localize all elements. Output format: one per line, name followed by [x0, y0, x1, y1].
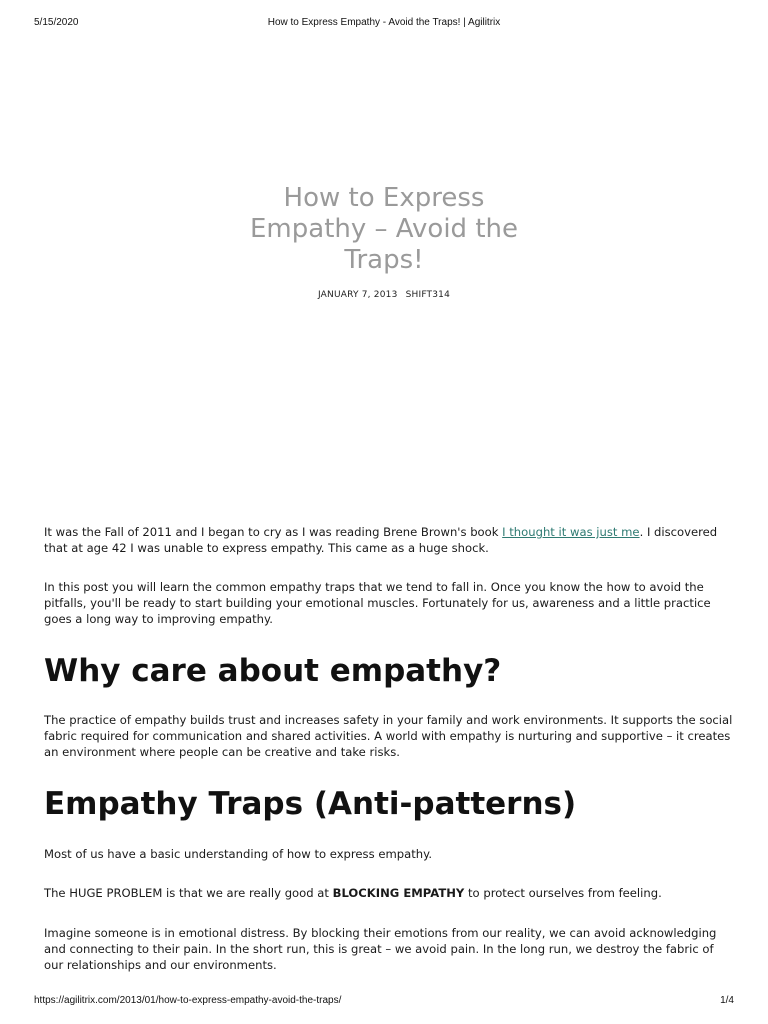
imagine-paragraph: Imagine someone is in emotional distress. By blocking their emotions from our reality, we can avoid acknowledging and connecting to their pain. In the short run, this is great – we avoid pain. In the long run, we destroy the fabric of our relationships and our environments. — [44, 926, 717, 972]
post-title: How to Express Empathy – Avoid the Traps! — [250, 183, 518, 275]
basic-understanding-paragraph: Most of us have a basic understanding of how to express empathy. — [44, 847, 433, 861]
print-page-title: How to Express Empathy - Avoid the Traps! | Agilitrix — [267, 17, 501, 28]
huge-problem-text-start: The HUGE PROBLEM is that we are really good at — [44, 886, 333, 900]
intro-text-end: . I discovered that at age 42 I was unable to express empathy. This came as a huge shock. — [44, 525, 718, 555]
post-date[interactable]: JANUARY 7, 2013 — [317, 290, 398, 300]
huge-problem-paragraph — [44, 885, 734, 901]
overview-paragraph: In this post you will learn the common empathy traps that we tend to fall in. Once you know the how to avoid the pitfalls, you'll be ready to start building your emotional muscles. Fortunately for us, awareness and a little practice goes a long way to improving empathy. — [44, 580, 711, 626]
post-meta — [0, 290, 768, 300]
print-header — [0, 14, 768, 30]
print-footer — [0, 994, 768, 1010]
book-link[interactable]: I thought it was just me — [502, 525, 640, 539]
why-paragraph: The practice of empathy builds trust and increases safety in your family and work environments. It supports the social fabric required for communication and shared activities. A world with empathy is nurturing and supportive – it creates an environment where people can be creative and take risks. — [44, 713, 733, 759]
heading-why-care: Why care about empathy? — [44, 653, 502, 689]
print-page-number: 1/4 — [720, 995, 734, 1006]
blocking-empathy-emphasis: BLOCKING EMPATHY — [332, 886, 465, 900]
print-url: https://agilitrix.com/2013/01/how-to-express-empathy-avoid-the-traps/ — [34, 995, 342, 1006]
heading-empathy-traps: Empathy Traps (Anti-patterns) — [44, 786, 577, 822]
intro-paragraph — [44, 524, 734, 556]
huge-problem-text-end: to protect ourselves from feeling. — [464, 886, 662, 900]
intro-text-start: It was the Fall of 2011 and I began to cry as I was reading Brene Brown's book — [44, 525, 503, 539]
post-author[interactable]: SHIFT314 — [405, 290, 451, 300]
post-content — [44, 524, 734, 973]
print-date: 5/15/2020 — [34, 17, 79, 28]
post-header — [0, 183, 768, 300]
